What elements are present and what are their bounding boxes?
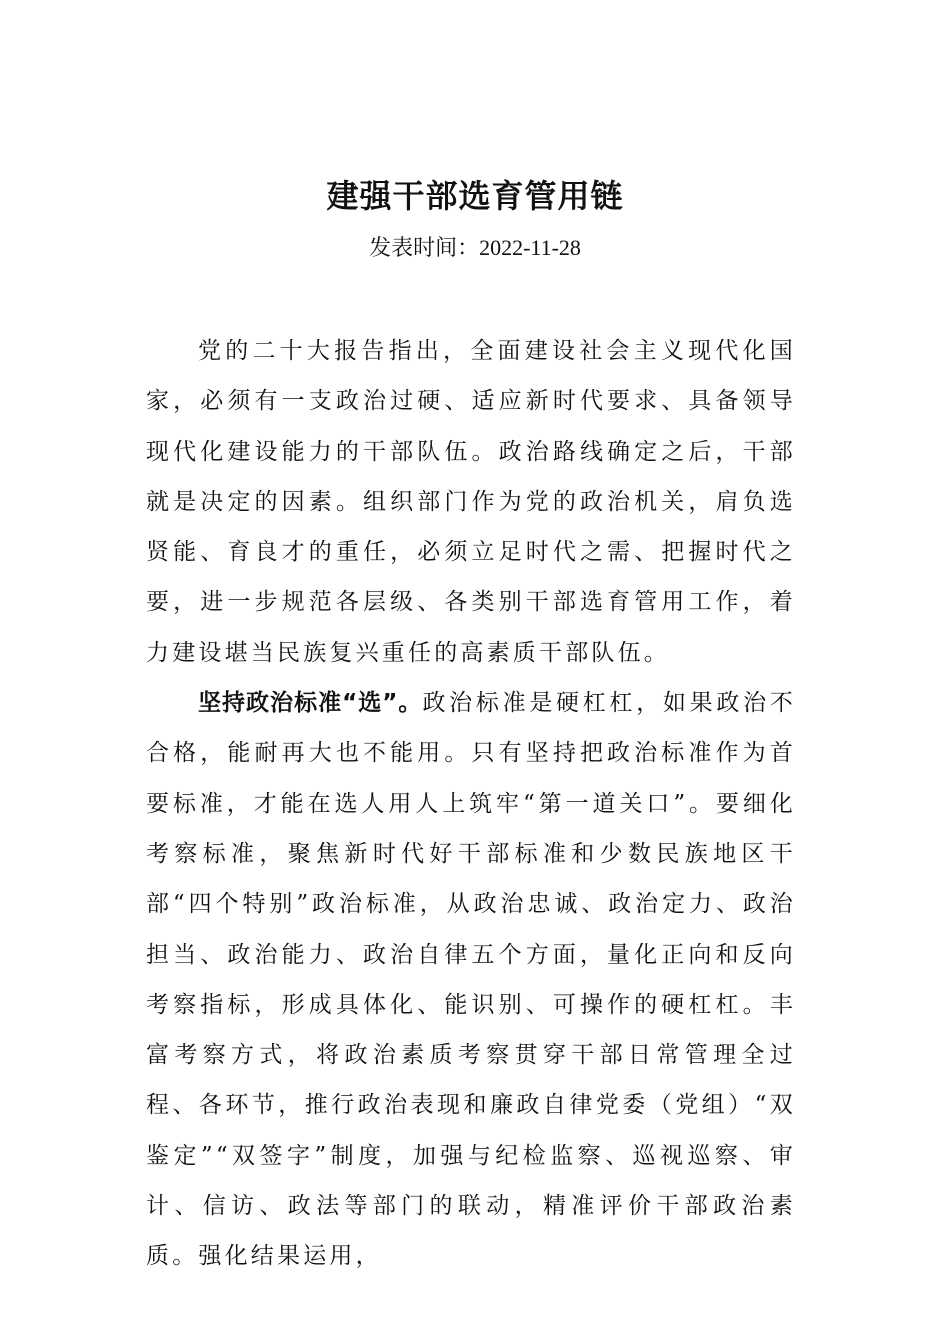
paragraph-intro-text: 党的二十大报告指出，全面建设社会主义现代化国家，必须有一支政治过硬、适应新时代要求、具备领导现代化建设能力的干部队伍。政治路线确定之后，干部就是决定的因素。组织部门作为党的政治机关，肩负选贤能、育良才的重任，必须立足时代之需、把握时代之要，进一步规范各层级、各类别干部选育管用工作，着力建设堪当民族复兴重任的高素质干部队伍。	[146, 338, 796, 666]
date-label: 发表时间：	[369, 236, 480, 261]
date-value: 2022-11-28	[479, 235, 581, 260]
paragraph-political-standard-text: 政治标准是硬杠杠，如果政治不合格，能耐再大也不能用。只有坚持把政治标准作为首要标准，才能在选人用人上筑牢“第一道关口”。要细化考察标准，聚焦新时代好干部标准和少数民族地区干部“四个特别”政治标准，从政治忠诚、政治定力、政治担当、政治能力、政治自律五个方面，量化正向和反向考察指标，形成具体化、能识别、可操作的硬杠杠。丰富考察方式，将政治素质考察贯穿干部日常管理全过程、各环节，推行政治表现和廉政自律党委（党组）“双鉴定”“双签字”制度，加强与纪检监察、巡视巡察、审计、信访、政法等部门的联动，精准评价干部政治素质。强化结果运用，	[146, 690, 796, 1270]
publish-date	[0, 228, 950, 269]
article-body	[146, 326, 796, 1282]
page-title: 建强干部选育管用链	[326, 177, 624, 215]
paragraph-intro	[146, 326, 796, 678]
paragraph-lead-heading: 坚持政治标准“选”。	[198, 690, 423, 717]
paragraph-political-standard	[146, 678, 796, 1282]
